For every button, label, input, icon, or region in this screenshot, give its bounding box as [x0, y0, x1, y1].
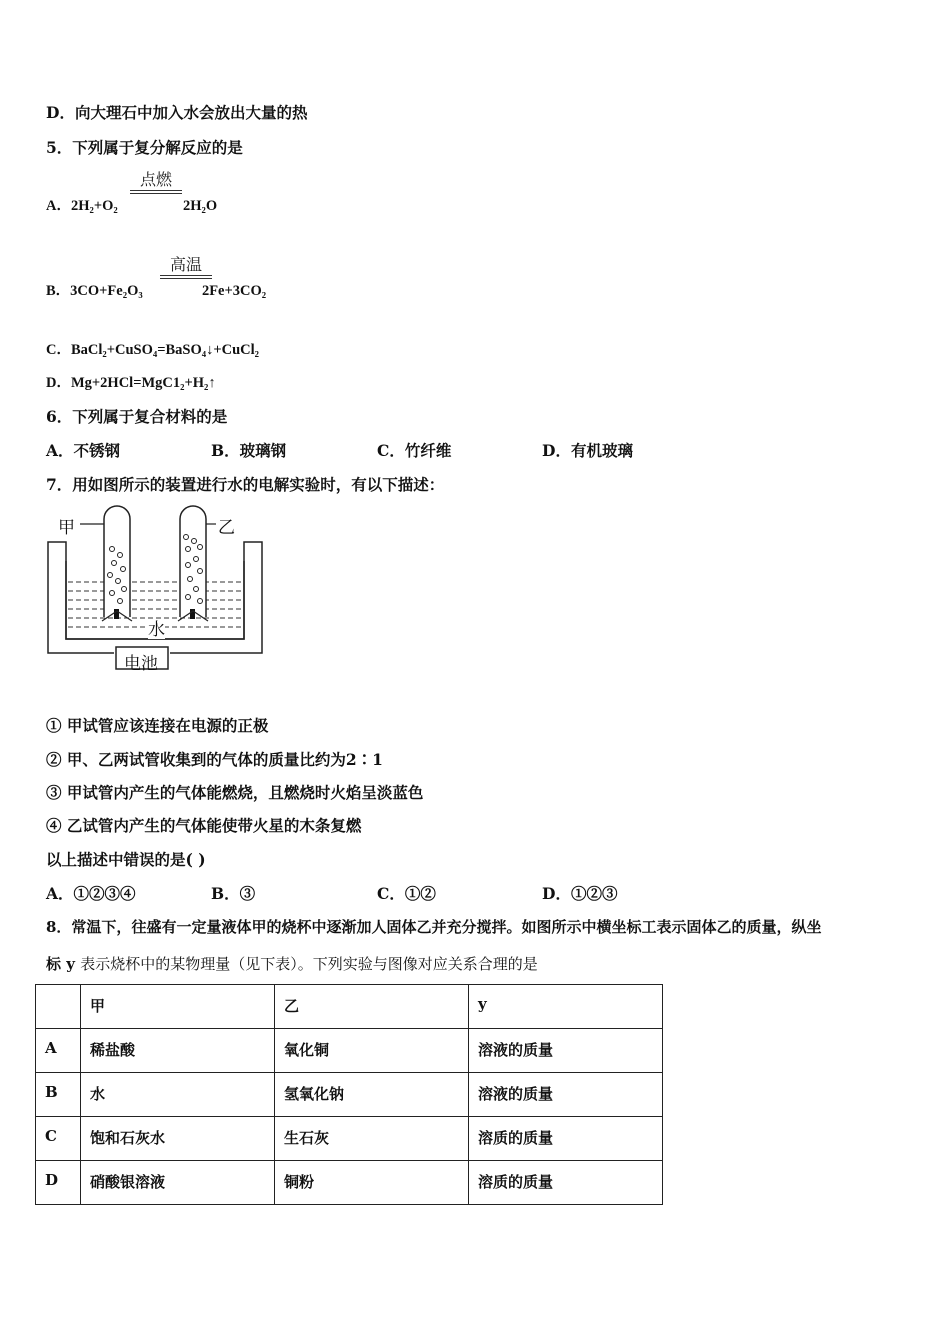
q7-statement-3: ③ 甲试管内产生的气体能燃烧，且燃烧时火焰呈淡蓝色: [46, 783, 424, 802]
q5-option-a: A．2H₂+O₂ 2H₂O: [46, 198, 218, 214]
q6-option-b: B．玻璃钢: [211, 441, 287, 460]
q7-option-b: B．③: [211, 884, 256, 903]
q5-option-c: C．BaCl₂+CuSO₄=BaSO₄↓+CuCl₂: [46, 342, 259, 358]
table-cell: 生石灰: [275, 1117, 469, 1161]
table-cell: D: [36, 1161, 81, 1205]
table-cell: y: [469, 985, 663, 1029]
table-cell: [36, 985, 81, 1029]
table-cell: A: [36, 1029, 81, 1073]
table-cell: 溶质的质量: [469, 1117, 663, 1161]
table-cell: 乙: [275, 985, 469, 1029]
q7-option-a: A．①②③④: [46, 884, 136, 903]
q5-option-d: D．Mg+2HCl=MgC1₂+H₂↑: [46, 375, 216, 391]
electrolysis-figure: [44, 503, 266, 677]
table-cell: 饱和石灰水: [81, 1117, 275, 1161]
q6-stem: 6．下列属于复合材料的是: [46, 407, 228, 426]
table-cell: 稀盐酸: [81, 1029, 275, 1073]
table-cell: 溶质的质量: [469, 1161, 663, 1205]
label-water: 水: [148, 620, 165, 640]
table-cell: C: [36, 1117, 81, 1161]
table-cell: 溶液的质量: [469, 1073, 663, 1117]
q6-option-a: A．不锈钢: [46, 441, 121, 460]
label-battery: 电池: [124, 654, 158, 674]
q8-table: [35, 984, 663, 1205]
q5-b-condition: 高温: [160, 255, 212, 279]
q4-option-d: D．向大理石中加入水会放出大量的热: [46, 103, 308, 122]
table-row: [36, 1117, 663, 1161]
q5-a-condition: 点燃: [130, 170, 182, 194]
q8-stem-line2: 标 y 表示烧杯中的某物理量（见下表）。下列实验与图像对应关系合理的是: [46, 955, 538, 973]
q7-statement-1: ① 甲试管应该连接在电源的正极: [46, 716, 269, 735]
q7-statement-4: ④ 乙试管内产生的气体能使带火星的木条复燃: [46, 816, 362, 835]
table-cell: 硝酸银溶液: [81, 1161, 275, 1205]
q5-option-b: B．3CO+Fe₂O₃ 2Fe+3CO₂: [46, 283, 267, 299]
table-cell: 氧化铜: [275, 1029, 469, 1073]
table-row: [36, 1029, 663, 1073]
q5-stem: 5．下列属于复分解反应的是: [46, 138, 243, 157]
label-jia: 甲: [58, 518, 75, 538]
q6-option-c: C．竹纤维: [377, 441, 452, 460]
table-row: [36, 1073, 663, 1117]
table-header-row: [36, 985, 663, 1029]
q7-stem: 7．用如图所示的装置进行水的电解实验时，有以下描述：: [46, 475, 445, 494]
table-cell: B: [36, 1073, 81, 1117]
table-cell: 水: [81, 1073, 275, 1117]
q6-option-d: D．有机玻璃: [542, 441, 633, 460]
q7-option-d: D．①②③: [542, 884, 618, 903]
table-cell: 铜粉: [275, 1161, 469, 1205]
q7-option-c: C．①②: [377, 884, 436, 903]
q8-stem-line1: 8．常温下，往盛有一定量液体甲的烧杯中逐渐加人固体乙并充分搅拌。如图所示中横坐标工表示固体乙的质量，纵坐: [46, 918, 822, 936]
table-cell: 溶液的质量: [469, 1029, 663, 1073]
table-row: [36, 1161, 663, 1205]
q7-ask: 以上描述中错误的是( ): [46, 850, 206, 869]
q7-statement-2: ② 甲、乙两试管收集到的气体的质量比约为2∶1: [46, 750, 383, 769]
label-yi: 乙: [218, 518, 235, 538]
table-cell: 氢氧化钠: [275, 1073, 469, 1117]
table-cell: 甲: [81, 985, 275, 1029]
